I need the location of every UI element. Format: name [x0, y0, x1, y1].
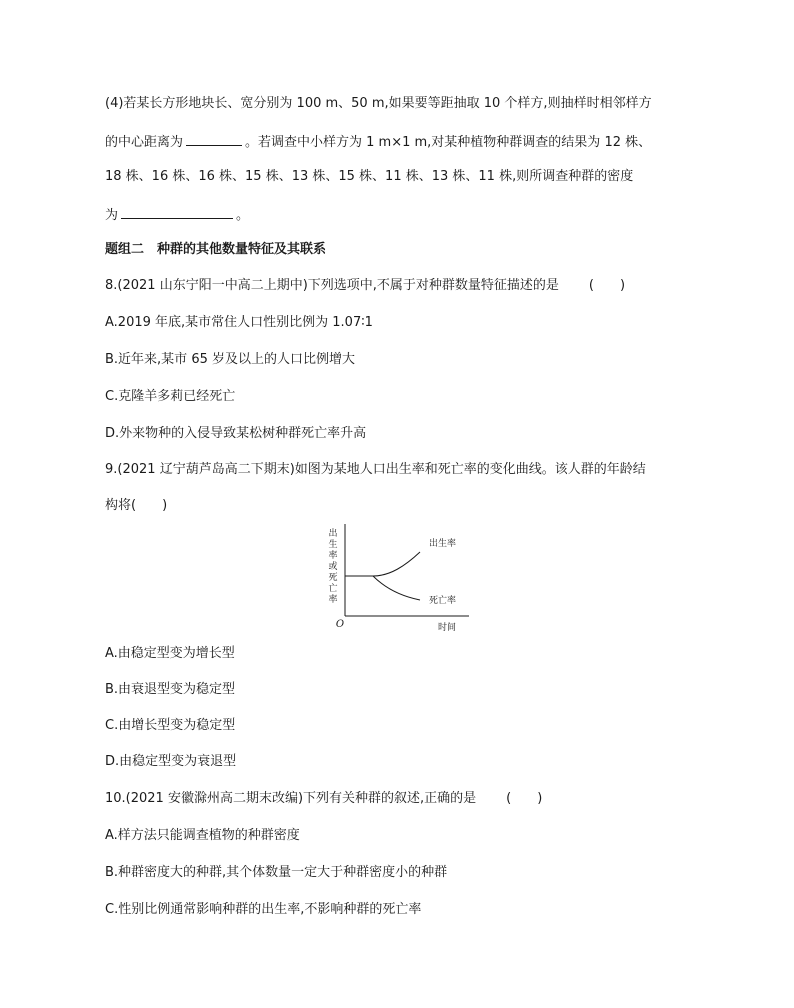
q9-stem-line1: 9.(2021 辽宁葫芦岛高二下期末)如图为某地人口出生率和死亡率的变化曲线。该人群的年龄结: [105, 462, 646, 477]
q9-option-c[interactable]: C.由增长型变为稳定型: [105, 718, 236, 733]
birth-death-rate-figure: [325, 522, 475, 634]
y-axis-label: [328, 527, 337, 605]
q9-option-d[interactable]: D.由稳定型变为衰退型: [105, 754, 237, 769]
answer-blank-density[interactable]: [121, 206, 233, 219]
q8-stem-text: 8.(2021 山东宁阳一中高二上期中)下列选项中,不属于对种群数量特征描述的是: [105, 278, 559, 293]
ylabel-char: 或: [328, 562, 338, 572]
answer-blank-distance[interactable]: [186, 133, 242, 146]
ylabel-char: 率: [328, 551, 338, 561]
q7-part4-line2-pre: 的中心距离为: [105, 135, 184, 150]
q8-option-a[interactable]: A.2019 年底,某市常住人口性别比例为 1.07∶1: [105, 315, 373, 330]
q8-option-c[interactable]: C.克隆羊多莉已经死亡: [105, 389, 236, 404]
origin-label: O: [335, 619, 345, 630]
q7-part4-line2-post: 。若调查中小样方为 1 m×1 m,对某种植物种群调查的结果为 12 株、: [245, 135, 652, 150]
q8-stem: [105, 278, 625, 294]
q7-part4-line2: [105, 133, 651, 151]
q8-answer-paren[interactable]: ( ): [588, 278, 626, 293]
death-rate-label: 死亡率: [429, 596, 457, 606]
ylabel-char: 死: [328, 573, 338, 583]
q10-stem-text: 10.(2021 安徽滁州高二期末改编)下列有关种群的叙述,正确的是: [105, 791, 477, 806]
birth-rate-label: 出生率: [429, 539, 457, 549]
q7-part4-line3: 18 株、16 株、16 株、15 株、13 株、15 株、11 株、13 株、11 株,则所调查种群的密度: [105, 169, 634, 184]
q10-answer-paren[interactable]: ( ): [506, 791, 543, 806]
q10-stem: [105, 791, 542, 807]
q7-part4-line1: (4)若某长方形地块长、宽分别为 100 m、50 m,如果要等距抽取 10 个样方,则抽样时相邻样方: [105, 96, 652, 111]
death-rate-curve: [373, 576, 420, 600]
q8-option-b[interactable]: B.近年来,某市 65 岁及以上的人口比例增大: [105, 352, 355, 367]
birth-rate-curve: [345, 552, 420, 576]
ylabel-char: 亡: [328, 584, 338, 594]
q10-option-c[interactable]: C.性别比例通常影响种群的出生率,不影响种群的死亡率: [105, 902, 422, 917]
ylabel-char: 生: [328, 540, 338, 550]
q7-part4-line4: [105, 206, 249, 224]
x-axis-label: 时间: [437, 623, 457, 633]
q8-option-d[interactable]: D.外来物种的入侵导致某松树种群死亡率升高: [105, 426, 367, 441]
section-heading: 题组二 种群的其他数量特征及其联系: [105, 242, 327, 257]
q9-option-a[interactable]: A.由稳定型变为增长型: [105, 646, 235, 661]
q10-option-a[interactable]: A.样方法只能调查植物的种群密度: [105, 828, 300, 843]
q7-part4-line4-pre: 为: [105, 208, 119, 223]
q9-option-b[interactable]: B.由衰退型变为稳定型: [105, 682, 236, 697]
q9-stem-line2: 构将( ): [105, 498, 168, 513]
ylabel-char: 率: [328, 595, 338, 605]
q10-option-b[interactable]: B.种群密度大的种群,其个体数量一定大于种群密度小的种群: [105, 865, 448, 880]
q7-part4-line4-post: 。: [236, 208, 250, 223]
ylabel-char: 出: [328, 529, 338, 539]
